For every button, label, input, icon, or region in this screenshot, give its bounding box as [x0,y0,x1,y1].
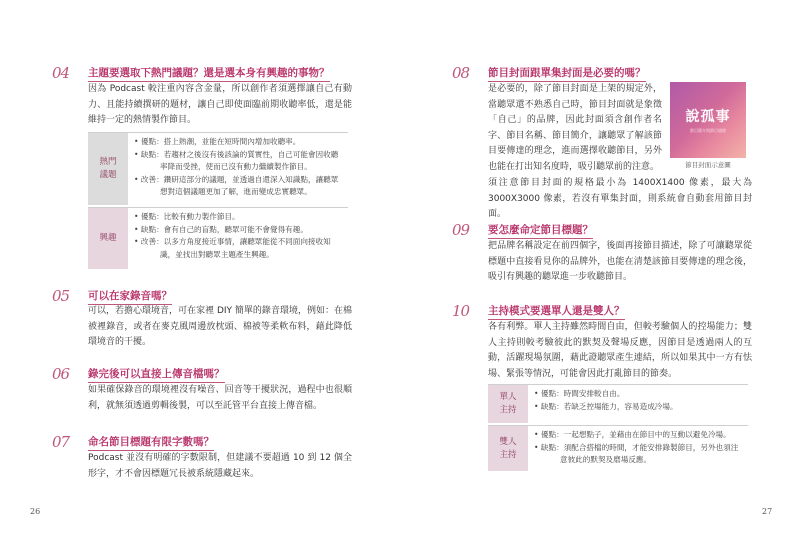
cover-caption: 節目封面示意圖 [685,161,731,169]
pros-item: • 優點：時間安排較自由。 [534,389,625,398]
pros-item: • 優點：一起想點子，並藉由在節目中的互動以避免冷場。 [534,430,731,439]
row-content [134,136,344,199]
page-number: 26 [30,507,41,516]
cons-item: • 缺點：會有自己的盲點，聽眾可能不會覺得有趣。 [134,224,308,234]
question-06-heading [52,364,225,384]
cover-title: 說孤事 [685,109,731,125]
table-row [88,132,348,205]
row-content [134,211,344,261]
row-label: 興趣 [88,208,128,269]
podcast-cover-image [670,82,746,158]
pros-item: • 優點：搭上熱潮，並能在短時間內增加收聽率。 [134,137,301,146]
cons-item: • 缺點：若缺乏控場能力，容易造成冷場。 [534,401,678,411]
row-content [534,429,744,467]
question-10-heading [452,301,625,321]
question-number: 05 [52,287,70,305]
cover-subtitle: 節目簡介與節目副標 [690,128,726,133]
question-title: 主持模式要選單人還是雙人？ [488,303,625,320]
question-number: 04 [52,64,70,82]
improve-item: • 改善：鑽研這部分的議題，並透過自還深入知識點，讓聽眾想對這個議題更加了解，進而變成忠實聽眾。 [134,174,339,196]
question-title: 命名節目標題有限字數嗎？ [88,434,214,451]
question-title: 節目封面跟單集封面是必要的嗎？ [488,65,646,82]
table-row [488,425,748,471]
question-07-heading [52,432,214,452]
row-label: 單人 主持 [488,385,528,423]
cons-item: • 缺點：須配合搭檔的時間，才能安排錄製節目，另外也須注意彼此的默契及磨場反應。 [534,442,739,464]
question-05-body: 可以，若擔心環境音，可在家裡 DIY 簡單的錄音環境，例如：在棉被裡錄音，或者在麥克風周邊放枕頭、棉被等柔軟布料，藉此降低環境音的干擾。 [88,306,352,347]
question-08-note: 須注意節目封面的規格最小為 1400X1400 像素，最大為 3000X3000 像素，若沒有單集封面，則系統會自動套用節目封面。 [488,178,752,219]
pros-item: • 優點：比較有動力製作節目。 [134,212,240,221]
table-row [488,384,748,423]
question-title: 錄完後可以直接上傳音檔嗎？ [88,366,225,383]
page-number: 27 [762,507,773,516]
topic-comparison-table [88,132,348,268]
question-title: 要怎麼命定節目標題？ [488,222,593,239]
improve-item: • 改善：以多方角度接近事情，讓聽眾能從不同面向接收知識，並找出對聽眾主題產生興趣。 [134,237,331,259]
question-number: 09 [452,221,470,239]
right-page [400,0,800,541]
question-04-body: 因為 Podcast 較注重內容含金量，所以創作者須選擇讓自己有動力、且能持續撰研的題材，讓自己即使面臨前期收聽率低，還是能維持一定的熱情製作節目。 [88,84,352,125]
question-05-heading [52,286,172,306]
host-mode-table [488,384,748,470]
question-number: 08 [452,64,470,82]
question-09-body: 把品牌名稱設定在前四個字，後面再接節目描述，除了可讓聽眾從標題中直接看見你的品牌外，也能在清楚該節目要傳達的理念後，吸引有興趣的聽眾進一步收聽節目。 [488,241,752,282]
question-08-heading [452,63,646,83]
question-09-heading [452,220,593,240]
question-number: 10 [452,302,470,320]
table-row [88,207,348,269]
question-08-body: 是必要的，除了節目封面是上架的規定外，當聽眾還不熟悉自己時，節目封面就是象徵「自己」的品牌，因此封面須含創作者名字、節目名稱、節目簡介，讓聽眾了解該節目要傳達的理念，進而選擇收聽節目，另外也能在打出知名度時，吸引聽眾前的注意。 [488,84,662,172]
question-10-body: 各有利弊。單人主持雖然時間自由，但較考驗個人的控場能力；雙人主持則較考驗彼此的默契及聲場反應，因節目是透過兩人的互動，活躍現場氛圍，藉此證聽眾產生連結，所以如果其中一方有怯場、緊張等情況，可能會因此打亂節目的節奏。 [488,322,752,379]
question-07-body: Podcast 並沒有明確的字數限制，但建議不要超過 10 到 12 個全形字，才不會因標題冗長被系統隱藏起來。 [88,453,352,479]
question-number: 06 [52,365,70,383]
row-label: 熱門 議題 [88,133,128,205]
question-04-heading [52,63,330,83]
question-number: 07 [52,433,70,451]
cons-item: • 缺點：若趨材之後沒有後該論的質實性，自己可能會因收聽率降而受挫，使而已沒有動力繼續製作節目。 [134,149,339,171]
question-06-body: 如果確保錄音的環境裡沒有噪音、回音等干擾狀況，過程中也很順利，就無須透過剪輯後製，可以至託管平台直接上傳音檔。 [88,385,352,411]
question-title: 可以在家錄音嗎？ [88,288,172,305]
row-label: 雙人 主持 [488,426,528,471]
row-content [534,388,744,413]
question-title: 主題要選取下熱門議題？還是選本身有興趣的事物？ [88,65,330,82]
